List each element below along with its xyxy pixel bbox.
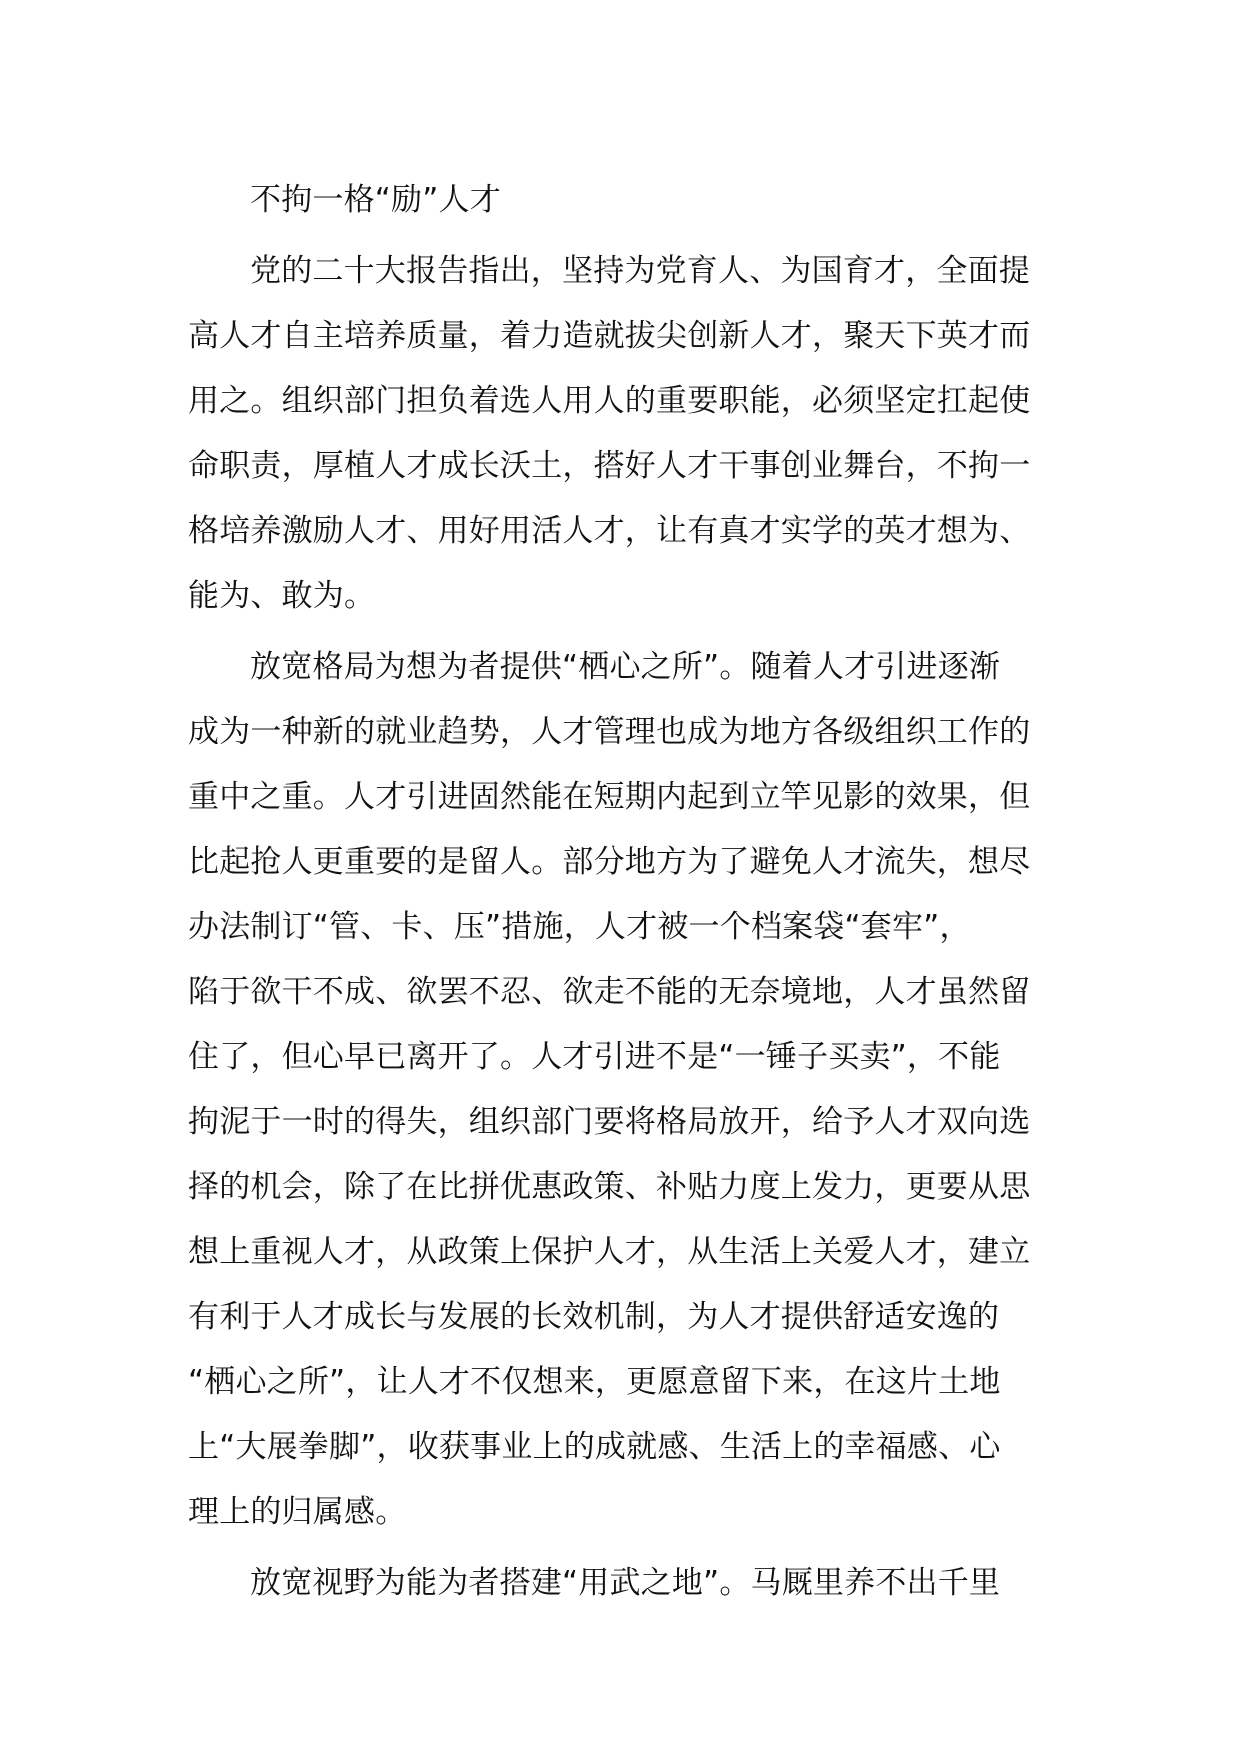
article-body [188,168,1060,1616]
paragraph-2-line-14: 理上的归属感。 [188,1494,407,1530]
paragraph-2-line-5: 办法制订“管、卡、压”措施，人才被一个档案袋“套牢”， [188,909,971,945]
paragraph-2-line-7: 住了，但心早已离开了。人才引进不是“一锤子买卖”，不能 [188,1039,1001,1075]
paragraph-2-line-3: 重中之重。人才引进固然能在短期内起到立竿见影的效果，但 [188,779,1031,815]
paragraph-2-line-4: 比起抢人更重要的是留人。部分地方为了避免人才流失，想尽 [188,844,1031,880]
paragraph-2-line-10: 想上重视人才，从政策上保护人才，从生活上关爱人才，建立 [188,1234,1031,1270]
paragraph-3-line-1: 放宽视野为能为者搭建“用武之地”。马厩里养不出千里 [250,1565,1001,1601]
paragraph-1-line-6: 能为、敢为。 [188,578,376,614]
paragraph-2-line-6: 陷于欲干不成、欲罢不忍、欲走不能的无奈境地，人才虽然留 [188,974,1031,1010]
paragraph-2-line-2: 成为一种新的就业趋势，人才管理也成为地方各级组织工作的 [188,714,1031,750]
paragraph-1-line-3: 用之。组织部门担负着选人用人的重要职能，必须坚定扛起使 [188,383,1031,419]
paragraph-2-line-1: 放宽格局为想为者提供“栖心之所”。随着人才引进逐渐 [250,649,1001,685]
paragraph-2-line-13: 上“大展拳脚”，收获事业上的成就感、生活上的幸福感、心 [188,1429,1001,1465]
paragraph-1-line-2: 高人才自主培养质量，着力造就拔尖创新人才，聚天下英才而 [188,318,1031,354]
paragraph-1-line-5: 格培养激励人才、用好用活人才，让有真才实学的英才想为、 [188,513,1031,549]
article-heading: 不拘一格“励”人才 [250,182,501,218]
paragraph-2-line-8: 拘泥于一时的得失，组织部门要将格局放开，给予人才双向选 [188,1104,1031,1140]
paragraph-2-line-9: 择的机会，除了在比拼优惠政策、补贴力度上发力，更要从思 [188,1169,1031,1205]
paragraph-2-line-11: 有利于人才成长与发展的长效机制，为人才提供舒适安逸的 [188,1299,1000,1335]
paragraph-1-line-1: 党的二十大报告指出，坚持为党育人、为国育才，全面提 [250,253,1030,289]
paragraph-2-line-12: “栖心之所”，让人才不仅想来，更愿意留下来，在这片土地 [188,1364,1001,1400]
paragraph-1-line-4: 命职责，厚植人才成长沃土，搭好人才干事创业舞台，不拘一 [188,448,1031,484]
